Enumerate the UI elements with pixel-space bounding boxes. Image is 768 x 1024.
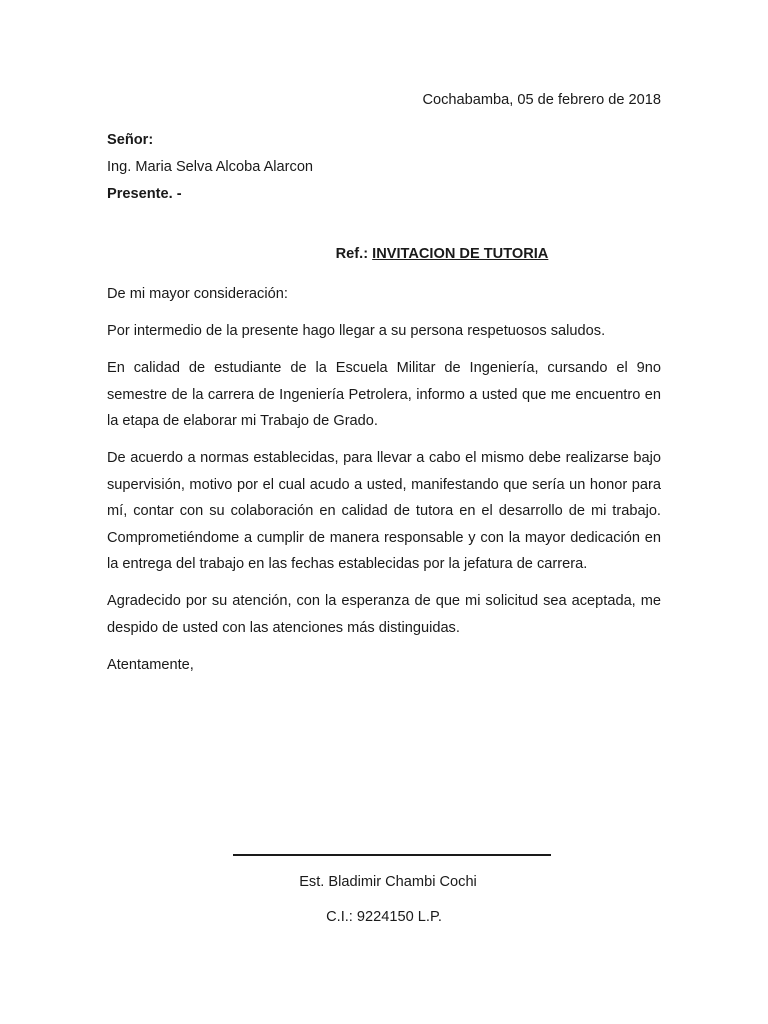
signature-name: Est. Bladimir Chambi Cochi xyxy=(299,874,477,890)
reference-line xyxy=(0,243,768,265)
recipient-salutation: Señor: xyxy=(107,132,154,148)
paragraph-4: Agradecido por su atención, con la esperanza de que mi solicitud sea aceptada, me despido de usted con las atenciones más distinguidas. xyxy=(107,593,661,636)
recipient-name: Ing. Maria Selva Alcoba Alarcon xyxy=(107,159,314,175)
paragraph-3: De acuerdo a normas establecidas, para llevar a cabo el mismo debe realizarse bajo supervisión, motivo por el cual acudo a usted, manifestando que sería un honor para mí, contar con su colaboración en calidad de tutora en el desarrollo de mi trabajo. Comprometiéndome a cumplir de manera responsable y con la mayor dedicación en la entrega del trabajo en las fechas establecidas por la jefatura de carrera. xyxy=(107,450,661,572)
signature-line xyxy=(233,854,551,856)
date-line: Cochabamba, 05 de febrero de 2018 xyxy=(422,92,661,108)
reference-label: Ref.: xyxy=(335,246,369,262)
signature-id: C.I.: 9224150 L.P. xyxy=(326,909,442,925)
recipient-block xyxy=(107,127,313,208)
paragraph-1: Por intermedio de la presente hago llegar a su persona respetuosos saludos. xyxy=(107,323,606,339)
reference-subject: INVITACION DE TUTORIA xyxy=(372,246,549,262)
greeting: De mi mayor consideración: xyxy=(107,286,288,302)
recipient-presente: Presente. - xyxy=(107,186,182,202)
letter-body xyxy=(107,281,661,689)
paragraph-2: En calidad de estudiante de la Escuela Militar de Ingeniería, cursando el 9no semestre de la carrera de Ingeniería Petrolera, informo a usted que me encuentro en la etapa de elaborar mi Trabajo de Grado. xyxy=(107,360,661,429)
closing: Atentamente, xyxy=(107,656,194,673)
